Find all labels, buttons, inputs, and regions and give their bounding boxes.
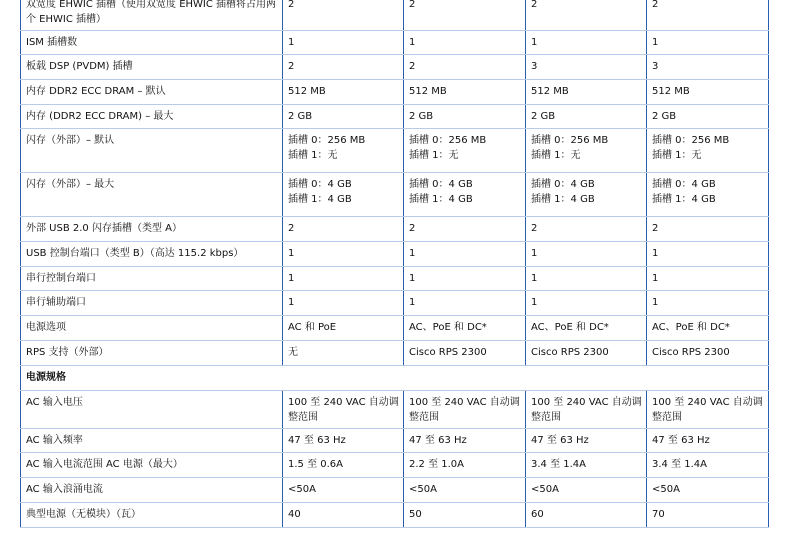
cell-value: 1 <box>647 31 769 55</box>
table-row <box>21 316 769 341</box>
cell-value: 100 至 240 VAC 自动调整范围 <box>647 391 769 429</box>
cell-value: 1 <box>526 31 647 55</box>
cell-value: 1 <box>283 242 404 267</box>
section-row <box>21 366 769 391</box>
cell-value: 512 MB <box>526 80 647 105</box>
row-label: 外部 USB 2.0 闪存插槽（类型 A） <box>21 217 283 242</box>
cell-value: 2 <box>283 217 404 242</box>
row-label: 内存 (DDR2 ECC DRAM) – 最大 <box>21 105 283 129</box>
row-label: AC 输入浪涌电流 <box>21 478 283 503</box>
cell-value: AC、PoE 和 DC* <box>647 316 769 341</box>
cell-value: 1 <box>283 267 404 291</box>
cell-value: AC、PoE 和 DC* <box>404 316 526 341</box>
cell-value: 2 GB <box>647 105 769 129</box>
row-label: ISM 插槽数 <box>21 31 283 55</box>
cell-value: 插槽 0：4 GB 插槽 1：4 GB <box>404 173 526 217</box>
table-row <box>21 129 769 173</box>
cell-value: 2 <box>283 55 404 80</box>
cell-value: 插槽 0：256 MB 插槽 1：无 <box>647 129 769 173</box>
table-row <box>21 429 769 453</box>
cell-value: 2 GB <box>526 105 647 129</box>
cell-value: 3 <box>526 55 647 80</box>
cell-value: 2 <box>283 0 404 31</box>
table-row <box>21 217 769 242</box>
row-label: 板载 DSP (PVDM) 插槽 <box>21 55 283 80</box>
table-row <box>21 478 769 503</box>
table-row <box>21 173 769 217</box>
table-row <box>21 0 769 31</box>
table-row <box>21 341 769 366</box>
row-label: 闪存（外部）– 最大 <box>21 173 283 217</box>
cell-value: 47 至 63 Hz <box>404 429 526 453</box>
row-label: 电源选项 <box>21 316 283 341</box>
table-row <box>21 242 769 267</box>
cell-value: 2 <box>647 217 769 242</box>
cell-value: 2 <box>526 0 647 31</box>
cell-value: 2 <box>404 0 526 31</box>
cell-value: 3.4 至 1.4A <box>647 453 769 478</box>
table-row <box>21 31 769 55</box>
cell-value: 2 <box>404 217 526 242</box>
row-label: AC 输入电压 <box>21 391 283 429</box>
row-label: AC 输入电流范围 AC 电源（最大） <box>21 453 283 478</box>
cell-value: 插槽 0：256 MB 插槽 1：无 <box>526 129 647 173</box>
table-row <box>21 80 769 105</box>
cell-value: 插槽 0：256 MB 插槽 1：无 <box>404 129 526 173</box>
cell-value: <50A <box>404 478 526 503</box>
spec-table <box>20 0 769 528</box>
row-label: USB 控制台端口（类型 B）（高达 115.2 kbps） <box>21 242 283 267</box>
row-label: 双宽度 EHWIC 插槽（使用双宽度 EHWIC 插槽将占用两个 EHWIC 插槽） <box>21 0 283 31</box>
cell-value: 2 <box>647 0 769 31</box>
row-label: 内存 DDR2 ECC DRAM – 默认 <box>21 80 283 105</box>
cell-value: <50A <box>647 478 769 503</box>
cell-value: 1 <box>404 267 526 291</box>
cell-value: 插槽 0：4 GB 插槽 1：4 GB <box>283 173 404 217</box>
cell-value: 50 <box>404 503 526 528</box>
cell-value: 1 <box>283 291 404 316</box>
cell-value: 512 MB <box>647 80 769 105</box>
cell-value: 512 MB <box>283 80 404 105</box>
cell-value: 100 至 240 VAC 自动调整范围 <box>283 391 404 429</box>
cell-value: <50A <box>526 478 647 503</box>
cell-value: 1 <box>647 267 769 291</box>
table-row <box>21 503 769 528</box>
row-label: 闪存（外部）– 默认 <box>21 129 283 173</box>
cell-value: 2 <box>526 217 647 242</box>
table-row <box>21 105 769 129</box>
cell-value: 1 <box>404 291 526 316</box>
cell-value: AC 和 PoE <box>283 316 404 341</box>
cell-value: 1.5 至 0.6A <box>283 453 404 478</box>
cell-value: Cisco RPS 2300 <box>404 341 526 366</box>
cell-value: 2 GB <box>404 105 526 129</box>
cell-value: 47 至 63 Hz <box>526 429 647 453</box>
cell-value: 60 <box>526 503 647 528</box>
cell-value: 1 <box>647 242 769 267</box>
cell-value: 47 至 63 Hz <box>283 429 404 453</box>
cell-value: 70 <box>647 503 769 528</box>
cell-value: 1 <box>404 31 526 55</box>
row-label: 串行控制台端口 <box>21 267 283 291</box>
cell-value: 1 <box>526 267 647 291</box>
cell-value: 插槽 0：256 MB 插槽 1：无 <box>283 129 404 173</box>
cell-value: 1 <box>647 291 769 316</box>
cell-value: 1 <box>283 31 404 55</box>
row-label: AC 输入频率 <box>21 429 283 453</box>
row-label: RPS 支持（外部） <box>21 341 283 366</box>
section-title: 电源规格 <box>21 366 769 391</box>
cell-value: 100 至 240 VAC 自动调整范围 <box>526 391 647 429</box>
row-label: 典型电源（无模块）（瓦） <box>21 503 283 528</box>
cell-value: AC、PoE 和 DC* <box>526 316 647 341</box>
cell-value: 512 MB <box>404 80 526 105</box>
table-row <box>21 453 769 478</box>
cell-value: 3 <box>647 55 769 80</box>
cell-value: 2 <box>404 55 526 80</box>
cell-value: 100 至 240 VAC 自动调整范围 <box>404 391 526 429</box>
cell-value: <50A <box>283 478 404 503</box>
cell-value: 1 <box>404 242 526 267</box>
table-row <box>21 291 769 316</box>
cell-value: 3.4 至 1.4A <box>526 453 647 478</box>
cell-value: 47 至 63 Hz <box>647 429 769 453</box>
cell-value: 1 <box>526 291 647 316</box>
cell-value: Cisco RPS 2300 <box>526 341 647 366</box>
cell-value: 2.2 至 1.0A <box>404 453 526 478</box>
cell-value: Cisco RPS 2300 <box>647 341 769 366</box>
row-label: 串行辅助端口 <box>21 291 283 316</box>
table-row <box>21 55 769 80</box>
cell-value: 插槽 0：4 GB 插槽 1：4 GB <box>647 173 769 217</box>
table-row <box>21 267 769 291</box>
cell-value: 无 <box>283 341 404 366</box>
cell-value: 插槽 0：4 GB 插槽 1：4 GB <box>526 173 647 217</box>
cell-value: 2 GB <box>283 105 404 129</box>
table-row <box>21 391 769 429</box>
cell-value: 40 <box>283 503 404 528</box>
cell-value: 1 <box>526 242 647 267</box>
